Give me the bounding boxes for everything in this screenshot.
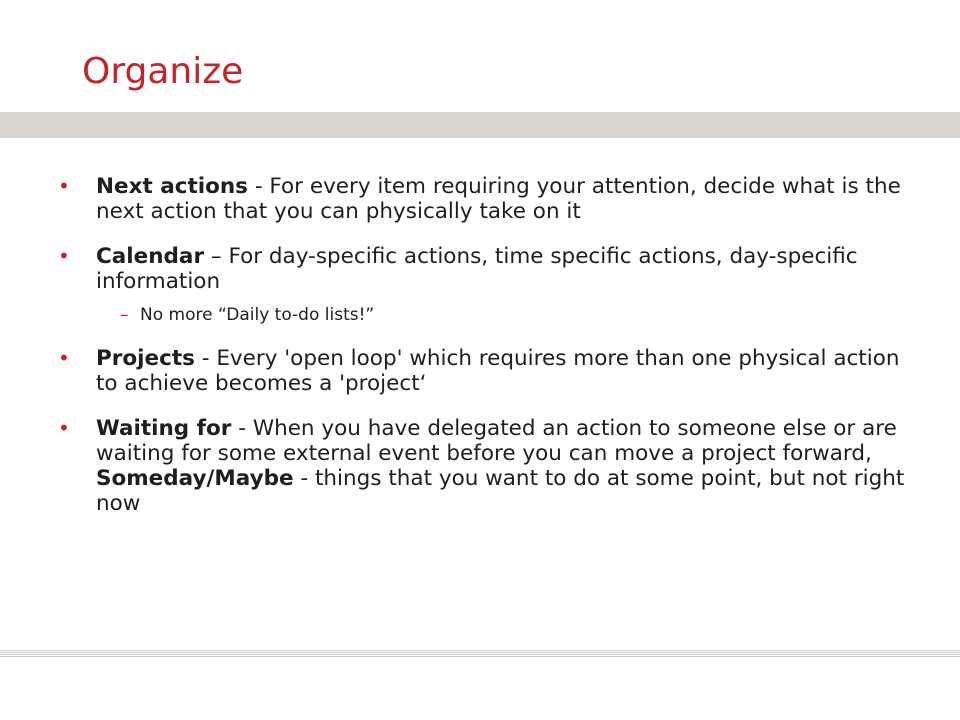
bullet-text-someday: - things that you want to do at some point, but not right now [96,466,905,516]
bullet-icon: • [58,244,70,268]
bullet-term-someday: Someday/Maybe [96,466,294,491]
bullet-text: - For every item requiring your attention, decide what is the next action that you can physically take on it [96,174,901,224]
dash-icon: – [120,305,129,325]
bullet-term: Calendar [96,244,205,269]
bullet-term: Next actions [96,174,248,199]
bullet-text: - Every 'open loop' which requires more than one physical action to achieve becomes a 'project‘ [96,346,900,396]
bullet-icon: • [58,346,70,370]
bullet-term: Projects [96,346,195,371]
bullet-icon: • [58,174,70,198]
bullet-text: – For day-specific actions, time specific actions, day-specific information [96,244,858,294]
sub-bullet-daily-lists [96,304,918,326]
bullet-text: - When you have delegated an action to someone else or are waiting for some external event before you can move a project forward, [96,416,897,466]
bullet-calendar [58,244,918,326]
bullet-term: Waiting for [96,416,232,441]
sub-bullet-text: No more “Daily to-do lists!” [140,305,375,325]
bullet-icon: • [58,416,70,440]
slide-title: Organize [82,51,244,92]
bullet-list [58,174,918,536]
bullet-next-actions [58,174,918,224]
title-divider-band [0,112,960,138]
bullet-projects [58,346,918,396]
bullet-waiting-for [58,416,918,516]
footer-divider-lines [0,650,960,658]
